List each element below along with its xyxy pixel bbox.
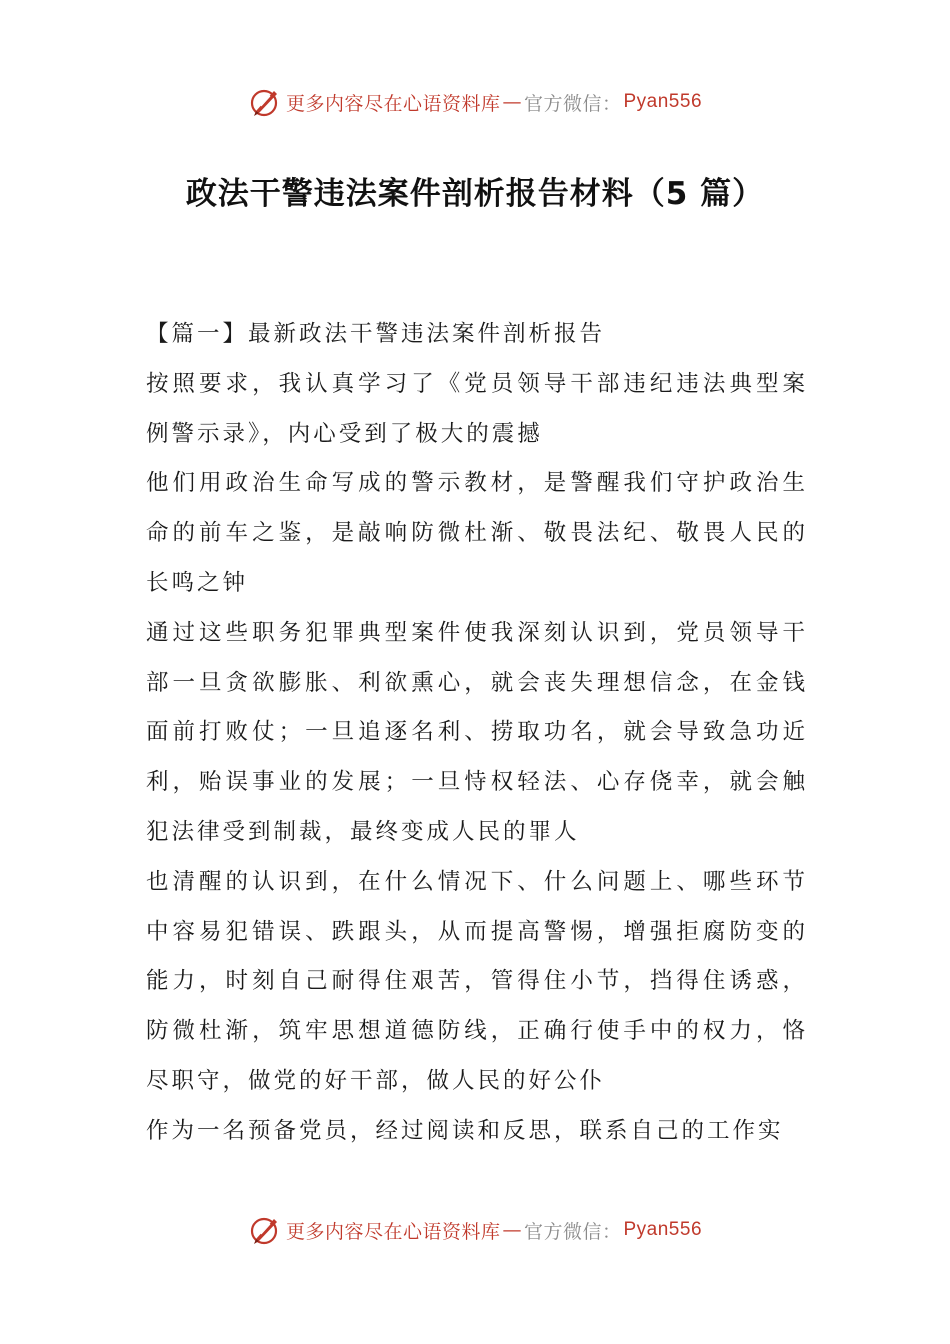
watermark-site-text: 更多内容尽在心语资料库 <box>285 1220 501 1243</box>
watermark-site-text: 更多内容尽在心语资料库 <box>285 92 501 115</box>
watermark-dash: — <box>502 91 522 113</box>
watermark-wechat-label: 官方微信： <box>523 1220 622 1243</box>
body-paragraph-2: 他们用政治生命写成的警示教材，是警醒我们守护政治生命的前车之鉴，是敲响防微杜渐、敬畏法纪、敬畏人民的长鸣之钟 <box>146 470 808 596</box>
quill-pen-logo-icon <box>248 1213 282 1247</box>
footer-watermark <box>0 1210 950 1250</box>
document-body <box>146 310 808 1157</box>
header-watermark <box>0 82 950 122</box>
watermark-wechat-handle: Pyan556 <box>623 91 703 112</box>
watermark-wechat-label: 官方微信： <box>523 92 622 115</box>
body-paragraph-4: 也清醒的认识到，在什么情况下、什么问题上、哪些环节中容易犯错误、跌跟头，从而提高警惕，增强拒腐防变的能力，时刻自己耐得住艰苦，管得住小节，挡得住诱惑，防微杜渐，筑牢思想道德防线，正确行使手中的权力，恪尽职守，做党的好干部，做人民的好公仆 <box>146 868 808 1094</box>
body-paragraph-5: 作为一名预备党员，经过阅读和反思，联系自己的工作实 <box>146 1117 784 1144</box>
section-heading: 【篇一】最新政法干警违法案件剖析报告 <box>146 321 606 347</box>
watermark-dash: — <box>502 1219 522 1241</box>
watermark-wechat-handle: Pyan556 <box>623 1219 703 1240</box>
quill-pen-logo-icon <box>248 85 282 119</box>
body-paragraph-1: 按照要求，我认真学习了《党员领导干部违纪违法典型案例警示录》，内心受到了极大的震撼 <box>146 370 808 447</box>
body-paragraph-3: 通过这些职务犯罪典型案件使我深刻认识到，党员领导干部一旦贪欲膨胀、利欲熏心，就会丧失理想信念，在金钱面前打败仗；一旦追逐名利、捞取功名，就会导致急功近利，贻误事业的发展；一旦恃权轻法、心存侥幸，就会触犯法律受到制裁，最终变成人民的罪人 <box>146 619 808 845</box>
document-title: 政法干警违法案件剖析报告材料（5 篇） <box>185 176 765 212</box>
